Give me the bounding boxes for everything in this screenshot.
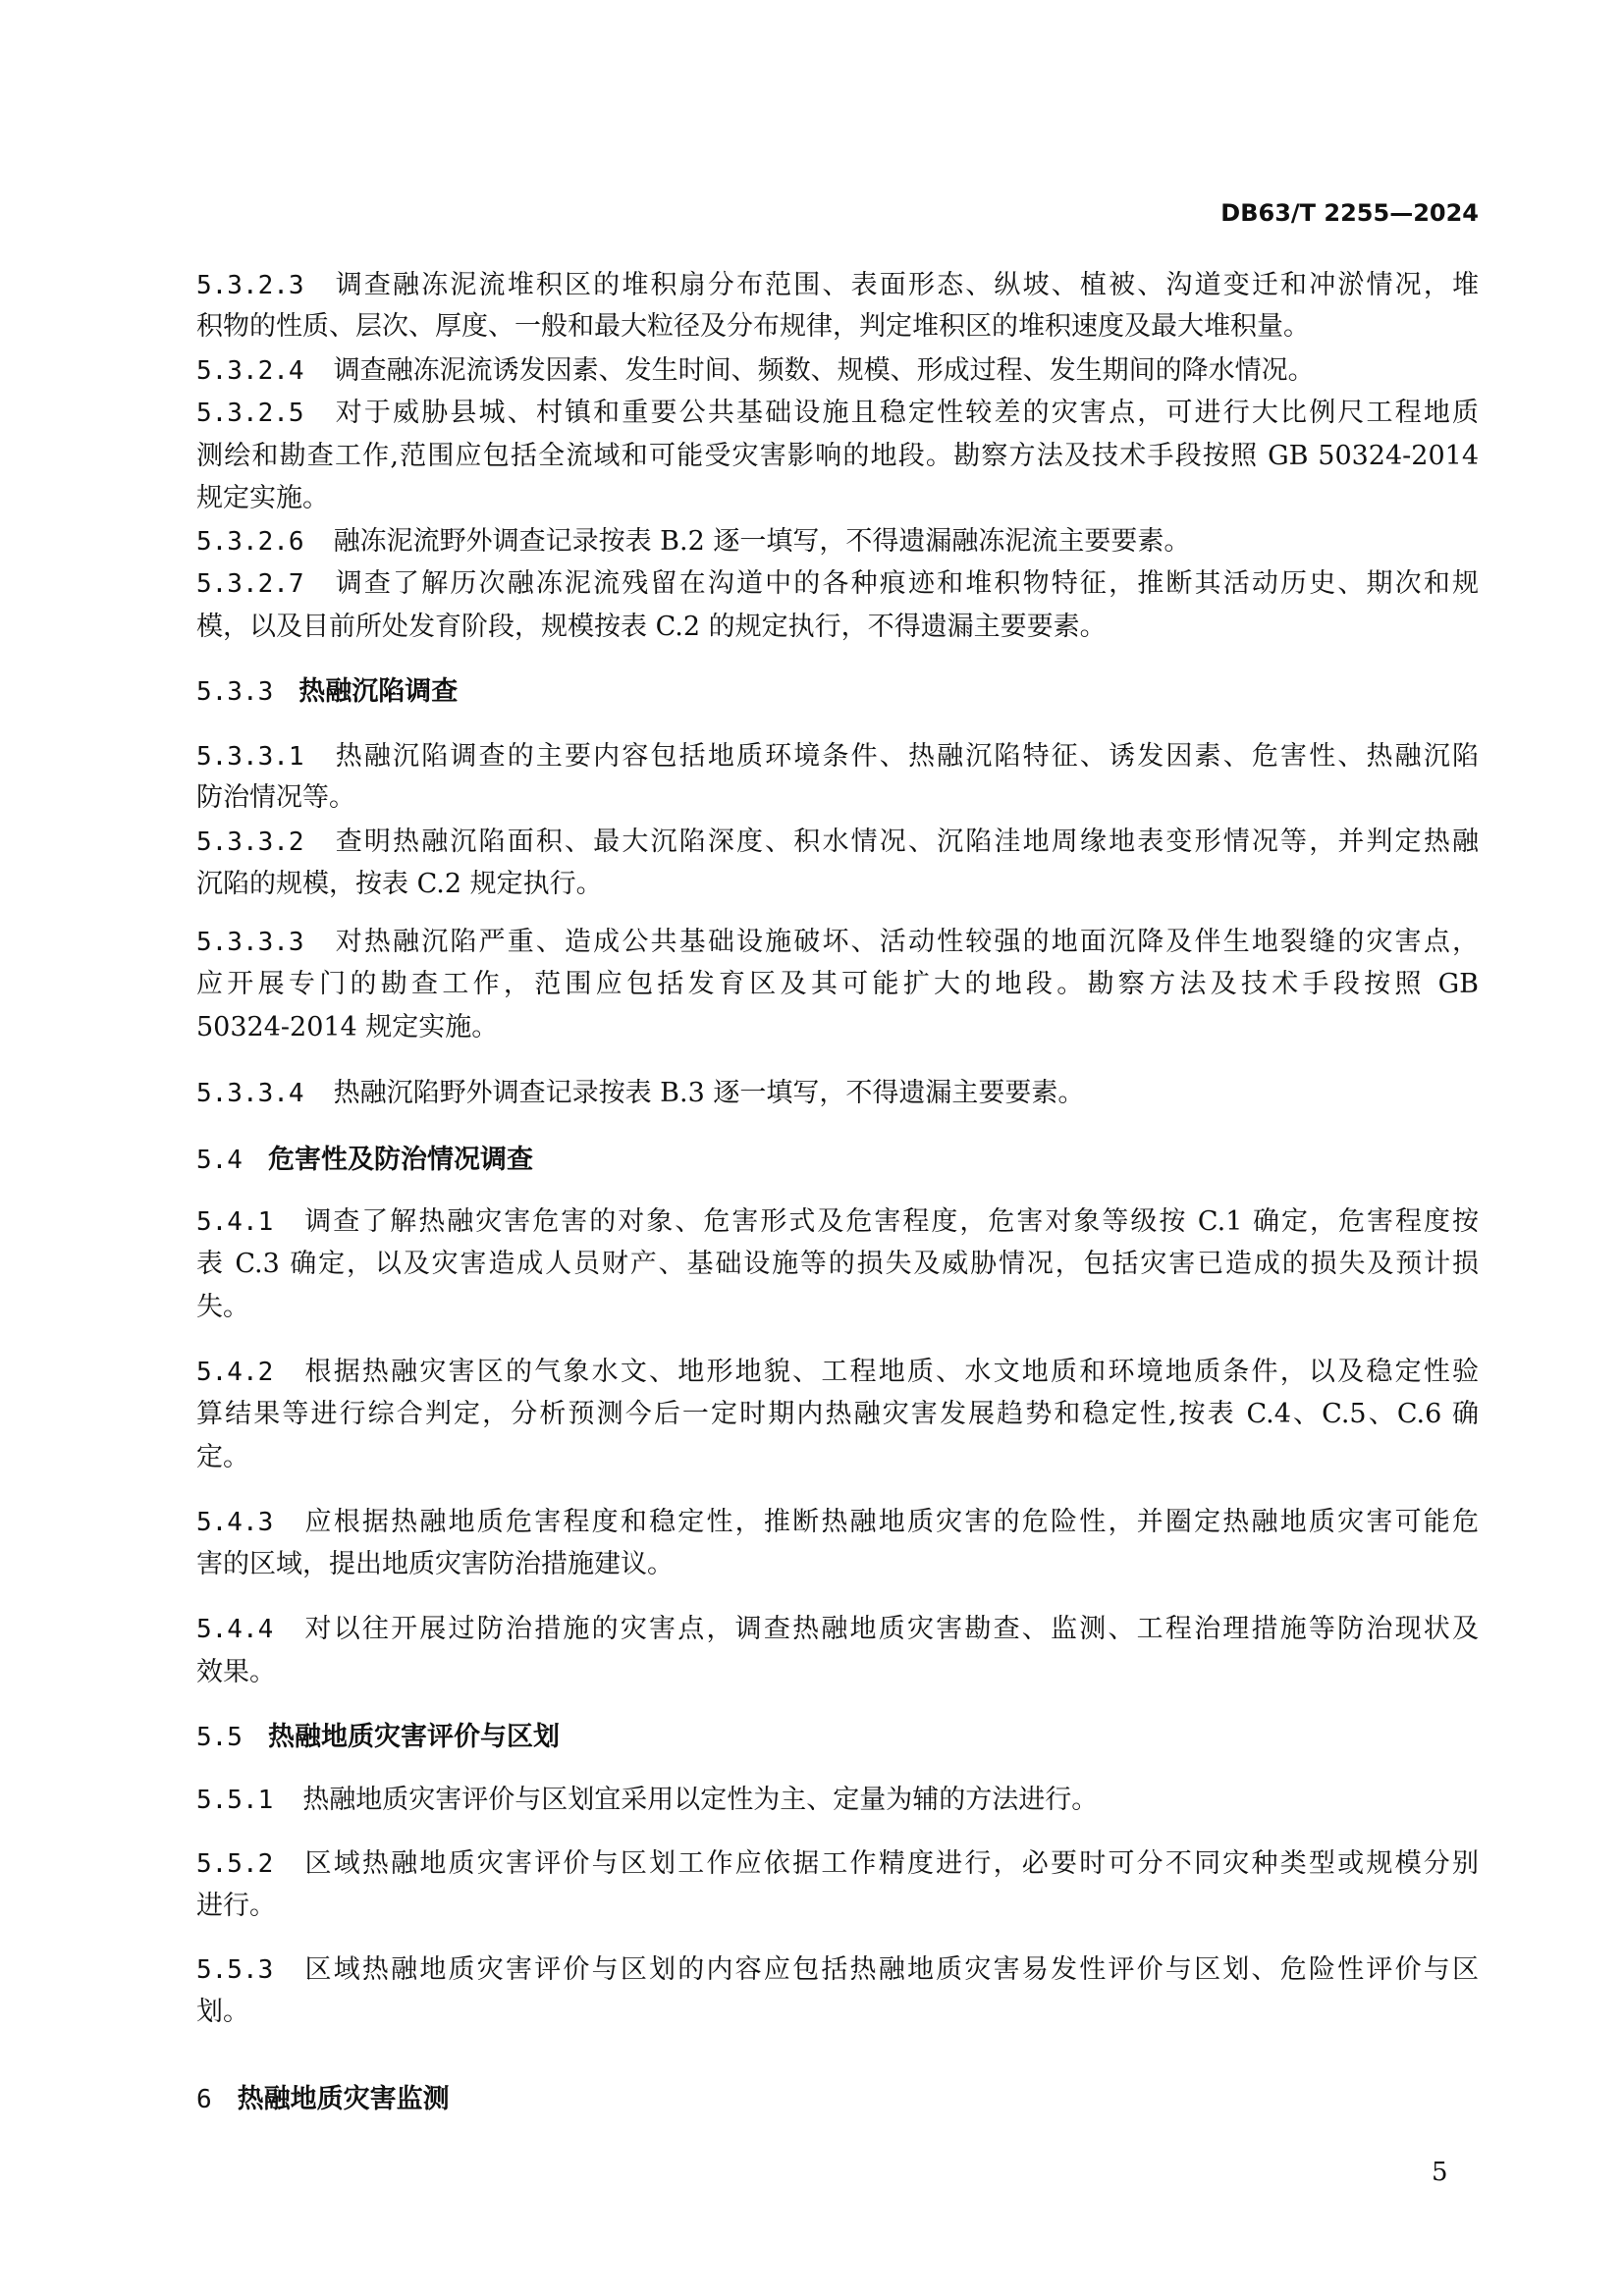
clause-number: 5.5.2	[196, 1849, 274, 1879]
clause-number: 5.3.2.4	[196, 356, 304, 386]
clause-text: 区域热融地质灾害评价与区划的内容应包括热融地质灾害易发性评价与区划、危险性评价与区	[302, 1954, 1479, 1985]
clause-number: 5.3.2.7	[196, 569, 304, 599]
clause-number: 5.4.3	[196, 1508, 274, 1537]
clause-number: 5.3.3.2	[196, 828, 304, 857]
heading-number: 5.5	[196, 1723, 243, 1752]
heading-number: 5.3.3	[196, 677, 274, 707]
page-number: 5	[1432, 2158, 1448, 2187]
clause-number: 5.3.3.3	[196, 928, 304, 957]
clause-text: 对热融沉陷严重、造成公共基础设施破坏、活动性较强的地面沉降及伴生地裂缝的灾害点，	[333, 927, 1479, 957]
heading-title: 热融地质灾害评价与区划	[267, 1722, 560, 1752]
clause-5-3-2-4-line-1	[196, 354, 1479, 388]
clause-5-4-1-line-3: 失。	[196, 1292, 249, 1322]
clause-5-3-2-6-line-1	[196, 525, 1479, 559]
clause-number: 5.3.2.3	[196, 271, 304, 300]
clause-text: 热融沉陷野外调查记录按表 B.3 逐一填写，不得遗漏主要要素。	[333, 1078, 1085, 1108]
heading-title: 热融地质灾害监测	[237, 2084, 450, 2114]
clause-5-4-4-line-1	[196, 1613, 1479, 1646]
clause-number: 5.3.3.4	[196, 1079, 304, 1108]
clause-5-4-2-line-3: 定。	[196, 1442, 249, 1472]
clause-5-4-1-line-2: 表 C.3 确定，以及灾害造成人员财产、基础设施等的损失及威胁情况，包括灾害已造成的损失及预计损	[196, 1249, 1479, 1279]
section-heading-5-3-3	[196, 675, 458, 709]
section-heading-5-5	[196, 1721, 560, 1754]
clause-text: 调查融冻泥流堆积区的堆积扇分布范围、表面形态、纵坡、植被、沟道变迁和冲淤情况，堆	[333, 270, 1479, 300]
clause-text: 调查了解历次融冻泥流残留在沟道中的各种痕迹和堆积物特征，推断其活动历史、期次和规	[333, 568, 1479, 599]
heading-title: 热融沉陷调查	[298, 676, 459, 707]
clause-5-3-2-5-line-1	[196, 397, 1479, 430]
clause-5-4-2-line-2: 算结果等进行综合判定，分析预测今后一定时期内热融灾害发展趋势和稳定性,按表 C.4、C.5、C.6 确	[196, 1399, 1479, 1429]
clause-number: 5.3.3.1	[196, 742, 304, 772]
clause-number: 5.4.1	[196, 1207, 274, 1237]
clause-5-4-3-line-1	[196, 1506, 1479, 1539]
clause-5-5-2-line-1	[196, 1847, 1479, 1881]
clause-5-3-3-2-line-2: 沉陷的规模，按表 C.2 规定执行。	[196, 869, 603, 899]
standard-code-header: DB63/T 2255—2024	[1220, 199, 1479, 227]
clause-text: 融冻泥流野外调查记录按表 B.2 逐一填写，不得遗漏融冻泥流主要要素。	[333, 526, 1191, 557]
clause-5-5-3-line-2: 划。	[196, 1997, 249, 2027]
clause-5-3-3-3-line-3: 50324-2014 规定实施。	[196, 1012, 499, 1042]
section-heading-5-4	[196, 1144, 533, 1177]
clause-text: 热融地质灾害评价与区划宜采用以定性为主、定量为辅的方法进行。	[302, 1785, 1099, 1815]
clause-5-4-3-line-2: 害的区域，提出地质灾害防治措施建议。	[196, 1549, 674, 1579]
clause-5-3-3-1-line-1	[196, 740, 1479, 774]
heading-number: 5.4	[196, 1146, 243, 1175]
clause-5-3-2-7-line-1	[196, 567, 1479, 601]
clause-5-4-1-line-1	[196, 1205, 1479, 1239]
heading-title: 危害性及防治情况调查	[267, 1145, 533, 1175]
heading-number: 6	[196, 2085, 212, 2114]
clause-number: 5.5.3	[196, 1955, 274, 1985]
clause-text: 调查融冻泥流诱发因素、发生时间、频数、规模、形成过程、发生期间的降水情况。	[333, 355, 1315, 386]
clause-5-4-4-line-2: 效果。	[196, 1657, 276, 1687]
clause-text: 区域热融地质灾害评价与区划工作应依据工作精度进行，必要时可分不同灾种类型或规模分别	[302, 1848, 1479, 1879]
clause-5-3-3-3-line-1	[196, 926, 1479, 959]
clause-5-3-2-5-line-3: 规定实施。	[196, 483, 329, 513]
clause-text: 对于威胁县城、村镇和重要公共基础设施且稳定性较差的灾害点，可进行大比例尺工程地质	[333, 398, 1479, 428]
clause-5-3-2-3-line-1	[196, 269, 1479, 302]
clause-5-3-3-3-line-2: 应开展专门的勘查工作，范围应包括发育区及其可能扩大的地段。勘察方法及技术手段按照 GB	[196, 969, 1479, 999]
clause-5-3-2-5-line-2: 测绘和勘查工作,范围应包括全流域和可能受灾害影响的地段。勘察方法及技术手段按照 GB 50324-2014	[196, 441, 1479, 471]
clause-5-3-2-7-line-2: 模，以及目前所处发育阶段，规模按表 C.2 的规定执行，不得遗漏主要要素。	[196, 612, 1107, 642]
clause-text: 热融沉陷调查的主要内容包括地质环境条件、热融沉陷特征、诱发因素、危害性、热融沉陷	[333, 741, 1479, 772]
clause-text: 查明热融沉陷面积、最大沉陷深度、积水情况、沉陷洼地周缘地表变形情况等，并判定热融	[333, 827, 1479, 857]
clause-text: 调查了解热融灾害危害的对象、危害形式及危害程度，危害对象等级按 C.1 确定，危害程度按	[302, 1206, 1479, 1237]
clause-5-3-3-4-line-1	[196, 1077, 1479, 1110]
clause-5-5-1-line-1	[196, 1784, 1479, 1817]
clause-number: 5.3.2.6	[196, 527, 304, 557]
clause-number: 5.4.2	[196, 1358, 274, 1387]
clause-text: 根据热融灾害区的气象水文、地形地貌、工程地质、水文地质和环境地质条件，以及稳定性验	[302, 1357, 1479, 1387]
clause-number: 5.3.2.5	[196, 399, 304, 428]
clause-5-3-3-1-line-2: 防治情况等。	[196, 782, 355, 813]
clause-5-3-3-2-line-1	[196, 826, 1479, 859]
clause-text: 对以往开展过防治措施的灾害点，调查热融地质灾害勘查、监测、工程治理措施等防治现状及	[302, 1614, 1479, 1644]
clause-number: 5.5.1	[196, 1786, 274, 1815]
clause-number: 5.4.4	[196, 1615, 274, 1644]
clause-5-4-2-line-1	[196, 1356, 1479, 1389]
chapter-heading-6	[196, 2083, 450, 2116]
clause-5-5-3-line-1	[196, 1953, 1479, 1987]
clause-text: 应根据热融地质危害程度和稳定性，推断热融地质灾害的危险性，并圈定热融地质灾害可能危	[302, 1507, 1479, 1537]
clause-5-5-2-line-2: 进行。	[196, 1891, 276, 1921]
clause-5-3-2-3-line-2: 积物的性质、层次、厚度、一般和最大粒径及分布规律，判定堆积区的堆积速度及最大堆积量。	[196, 311, 1310, 342]
